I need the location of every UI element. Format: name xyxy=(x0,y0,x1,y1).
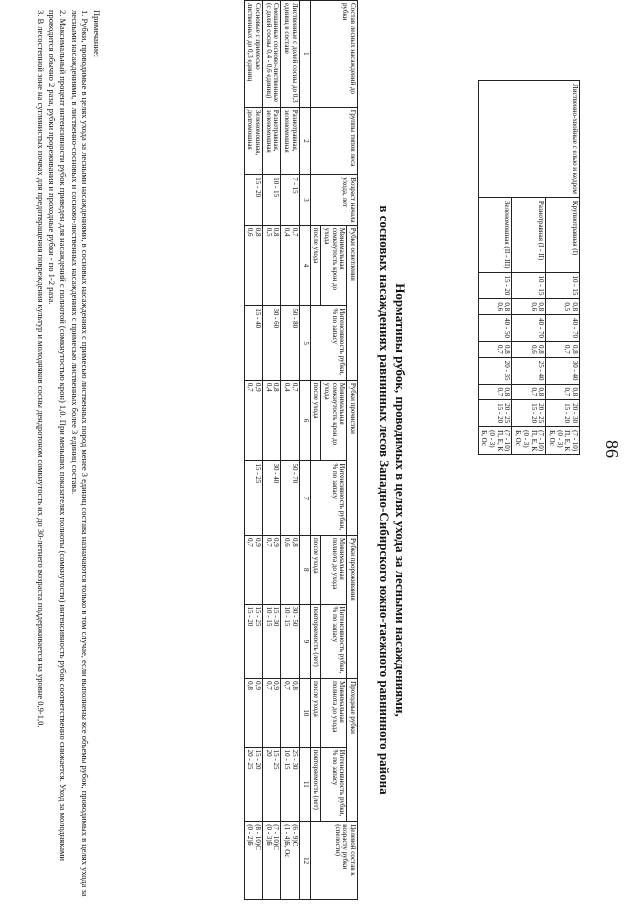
column-number: 5 xyxy=(299,306,310,381)
column-number: 11 xyxy=(299,747,310,822)
table-cell: (6 - 9)С (1 - 4)Б, Ос xyxy=(281,822,299,900)
column-number: 12 xyxy=(299,822,310,900)
table-cell: (7 - 10) П, Е, К (0 - 3) Б, Ос xyxy=(478,427,512,455)
composition-cell: Сосновые с примесью лиственных до 0,3 единиц xyxy=(244,1,262,108)
column-number: 2 xyxy=(299,107,310,175)
table-cell: 0,8 0,7 xyxy=(546,384,580,400)
table-cell: 0,8 0,5 xyxy=(546,299,580,315)
table-cell: 0,7 0,4 xyxy=(281,225,299,306)
group-cell: Разнотравная, зеленомошная xyxy=(263,107,281,175)
col-passage: Проходные рубки xyxy=(347,679,358,822)
table-cell: (7 - 10)С (0 - 3)Б xyxy=(263,822,281,900)
column-number: 4 xyxy=(299,225,310,306)
table-title: Нормативы рубок, проводимых в целях ухода за лесными насаждениями, в сосновых насаждениях равнинных лесов Западно-Сибирского южно-таежного равнинного района xyxy=(377,205,408,795)
table-cell: 20 - 25 15 - 20 xyxy=(512,400,546,427)
column-number: 7 xyxy=(299,461,310,536)
age-cell: 10 - 15 xyxy=(263,175,281,226)
table-cell: 50 - 70 xyxy=(281,461,299,536)
column-number: 6 xyxy=(299,380,310,461)
table-cell: 15 - 30 10 - 15 xyxy=(263,604,281,679)
table-cell: 20 - 35 xyxy=(478,357,512,384)
table-row xyxy=(244,1,262,900)
table-cell: 0,8 0,6 xyxy=(512,341,546,357)
table-cell: 0,8 0,6 xyxy=(478,299,512,315)
column-number: 8 xyxy=(299,536,310,605)
table-cell: 15 - 20 xyxy=(478,272,512,299)
row-label: Разнотравная (I - II) xyxy=(512,197,546,272)
composition-cell: Смешанные сосново-лиственные (с долей сосны 0,4 - 0,6 единиц) xyxy=(263,1,281,108)
age-cell: 7 - 15 xyxy=(281,175,299,226)
table-cell: 0,9 0,7 xyxy=(244,380,262,461)
table-cell: 15 - 20 20 - 25 xyxy=(244,747,262,822)
continuation-table xyxy=(478,80,580,455)
table-cell: 0,8 0,5 xyxy=(263,225,281,306)
group-cell: Зеленомошная, долгомошная xyxy=(244,107,262,175)
column-number: 1 xyxy=(299,1,310,108)
column-numbers xyxy=(299,1,310,900)
col-age: Возраст начала ухода, лет xyxy=(310,175,357,226)
table-cell: 0,9 0,7 xyxy=(263,679,281,748)
table-cell: 15 - 25 15 - 20 xyxy=(244,604,262,679)
table-row xyxy=(263,1,281,900)
table-cell: 25 - 30 10 - 15 xyxy=(281,747,299,822)
column-number: 10 xyxy=(299,679,310,748)
table-cell: 20 - 30 15 - 20 xyxy=(546,400,580,427)
table-cell: 30 - 40 xyxy=(263,461,281,536)
group-cell: Разнотравная, зеленомошная xyxy=(281,107,299,175)
table-cell: 30 - 50 10 - 15 xyxy=(281,604,299,679)
table-cell: 0,8 0,6 xyxy=(244,225,262,306)
table-cell: 0,9 0,7 xyxy=(244,536,262,605)
table-cell: 0,8 0,7 xyxy=(281,679,299,748)
col-cleaning: Рубки прочистки xyxy=(347,380,358,535)
col-thinning: Рубки прореживания xyxy=(347,536,358,679)
table-cell: 10 - 15 xyxy=(512,272,546,299)
column-number: 9 xyxy=(299,604,310,679)
norms-table: Состав лесных насаждений до рубки Группы типов леса Возраст начала ухода, лет Рубки осветления Рубки прочистки Рубки прореживания Проходные рубки Целевой состав к возрасту рубки (спелости) Минимальная сомкнутость крон до ухода Интенсивность рубки, % по запасу Минимальная сомкнутость крон до ухода Интенсивность рубки, % по запасу Минимальная полнота до ухода Интенсивность рубки, % по запасу Минимальная полнота до ухода Интенсивность рубки, % по запасу после ухода после ухода после ухода повторяемость (лет) после ухода повторяемость (лет) 1 2 3 4 5 6 7 8 9 10 11 12 Лиственные с долей сосны до 0,3 единиц в составе Разнотравная, зеленомошная 7 - 15 0,7 0,4 50 - 80 0,7 0,4 50 - 70 0,8 0,6 30 - 50 10 - 15 0,8 0,7 25 - 30 10 - 15 (6 - 9)С (1 - 4)Б, Ос Смешанные сосново-лиственные (с долей сосны 0,4 - 0,6 единиц) Разнотравная, зеленомошная 10 - 15 0,8 0,5 30 - 60 0,8 0,4 30 - 40 0,9 0,7 15 - 30 10 - 15 0,9 0,7 15 - 25 20 (7 - 10)С (0 - 3)Б Сосновые с примесью лиственных до 0,3 единиц Зеленомошная, долгомошная 15 - 20 0,8 0,6 15 - 40 0,9 0,7 15 - 25 0,9 0,7 15 - 25 15 - 20 0,9 0,8 15 - 20 20 - 25 (8 - 10)С (0 - 2)Б xyxy=(244,0,358,900)
table-cell: 0,7 0,4 xyxy=(281,380,299,461)
table-cell: 25 - 40 xyxy=(512,357,546,384)
row-label: Крупнотравная (I) xyxy=(546,197,580,272)
table-cell: 15 - 40 xyxy=(244,306,262,381)
notes: Примечание: 1. Рубки, проводимые в целях ухода за лесными насаждениями, в сосновых насаждениях с примесью лиственных пород менее 3 единиц состава назначаются только в том случае, если выполнены все объемы рубок, проводимых в целях ухода за лесными насаждениями, в лиственно-сосновых и сосново-лиственных насаждениях с примесью лиственных более 3 единиц состава. 2. Максимальный процент интенсивности рубок приведен для насаждений с полнотой (сомкнутостью крон) 1,0. При меньших показателях полноты (сомкнутости) интенсивность рубок соответственно снижается. Уход за молодняками проводится обычно 2 раза, рубки прореживания и проходные рубки - по 1-2 раза. 3. В лесостепной зоне на суглинистых почвах для предотвращения повреждения культур и молодняков сосны дендротоном сомкнутость их до 30-летнего возраста поддерживается на уровне 0,9-1,0. xyxy=(35,10,102,897)
table-cell: 0,8 0,7 xyxy=(512,384,546,400)
table-cell: 0,8 0,6 xyxy=(512,299,546,315)
col-target: Целевой состав к возрасту рубки (спелости) xyxy=(310,822,357,900)
table-row xyxy=(546,81,580,455)
table-cell: 50 - 80 xyxy=(281,306,299,381)
col-group: Группы типов леса xyxy=(310,107,357,175)
table-cell: 0,9 0,7 xyxy=(263,536,281,605)
table-cell: 0,8 0,4 xyxy=(263,380,281,461)
table-cell: 30 - 60 xyxy=(263,306,281,381)
table-cell: 0,8 0,7 xyxy=(546,341,580,357)
table-cell: 30 - 40 xyxy=(546,357,580,384)
table-cell: 0,9 0,8 xyxy=(244,679,262,748)
composition-cell: Лиственные с долей сосны до 0,3 единиц в составе xyxy=(281,1,299,108)
table-cell: (7 - 10) П, Е, К (0 - 3) Б, Ос xyxy=(512,427,546,455)
table-cell: (7 - 10) П, Е, К (0 - 3) Б, Ос xyxy=(546,427,580,455)
table-row xyxy=(281,1,299,900)
table-cell: 15 - 25 xyxy=(244,461,262,536)
table-cell: 0,8 0,6 xyxy=(281,536,299,605)
page-number: 86 xyxy=(602,440,622,458)
table-cell: 40 - 70 xyxy=(546,315,580,342)
table-cell: 20 - 25 15 - 20 xyxy=(478,400,512,427)
age-cell: 15 - 20 xyxy=(244,175,262,226)
table-cell: 10 - 15 xyxy=(546,272,580,299)
table-cell: 40 - 70 xyxy=(512,315,546,342)
table-cell: (8 - 10)С (0 - 2)Б xyxy=(244,822,262,900)
table-cell: 15 - 25 20 xyxy=(263,747,281,822)
table-cell: 0,8 0,7 xyxy=(478,341,512,357)
group-label: Лиственно-хвойные с елью и кедром xyxy=(478,81,579,198)
column-number: 3 xyxy=(299,175,310,226)
table-cell: 0,8 0,7 xyxy=(478,384,512,400)
col-composition: Состав лесных насаждений до рубки xyxy=(310,1,357,108)
col-clearing: Рубки осветления xyxy=(347,225,358,380)
row-label: Зеленомошная (II - III) xyxy=(478,197,512,272)
table-cell: 40 - 50 xyxy=(478,315,512,342)
